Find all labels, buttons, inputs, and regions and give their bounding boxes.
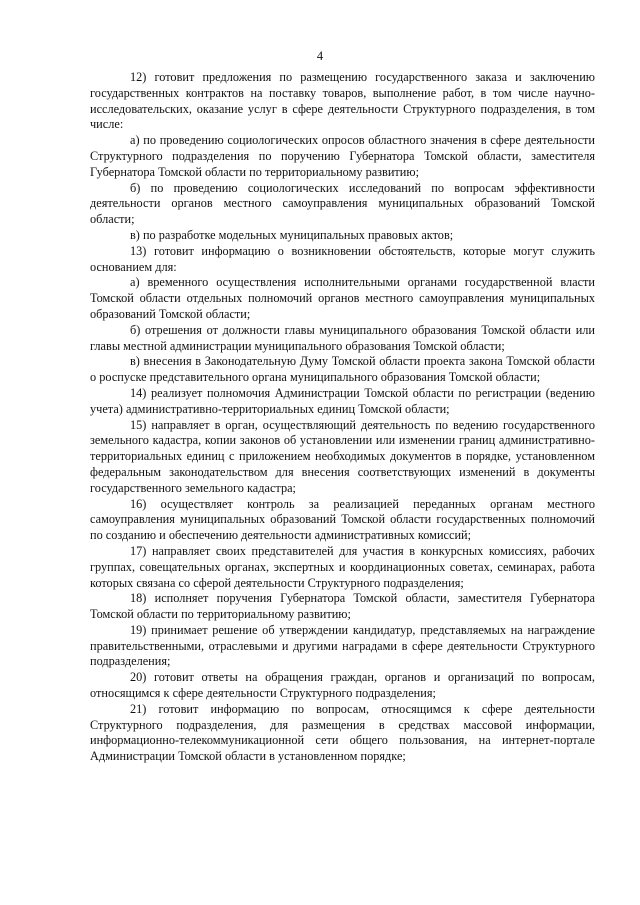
paragraph-13: 13) готовит информацию о возникновении обстоятельств, которые могут служить основанием для: bbox=[90, 243, 595, 274]
paragraph-16: 16) осуществляет контроль за реализацией переданных органам местного самоуправления муниципальных образований Томской области государственных полномочий по созданию и обеспечению деятельности административных комиссий; bbox=[90, 496, 595, 543]
paragraph-17: 17) направляет своих представителей для участия в конкурсных комиссиях, рабочих группах, совещательных органах, экспертных и координационных советах, семинарах, работа которых связана со сферой деятельности Структурного подразделения; bbox=[90, 543, 595, 590]
paragraph-20: 20) готовит ответы на обращения граждан, органов и организаций по вопросам, относящимся к сфере деятельности Структурного подразделения; bbox=[90, 670, 595, 701]
paragraph-12-a: а) по проведению социологических опросов областного значения в сфере деятельности Структурного подразделения по поручению Губернатора Томской области, заместителя Губернатора Томской области по территориальному развитию; bbox=[90, 133, 595, 179]
paragraph-21: 21) готовит информацию по вопросам, относящимся к сфере деятельности Структурного подразделения, для размещения в средствах массовой информации, информационно-телекоммуникационной сети общего пользования, на интернет-портале Администрации Томской области в установленном порядке; bbox=[90, 701, 595, 764]
paragraph-13-v: в) внесения в Законодательную Думу Томской области проекта закона Томской области о роспуске представительного органа муниципального образования Томской области; bbox=[90, 354, 595, 385]
paragraph-19: 19) принимает решение об утверждении кандидатур, представляемых на награждение правительственными, отраслевыми и другими наградами в сфере деятельности Структурного подразделения; bbox=[90, 622, 595, 669]
paragraph-12-b: б) по проведению социологических исследований по вопросам эффективности деятельности органов местного самоуправления муниципальных образований Томской области; bbox=[90, 180, 595, 227]
paragraph-12-v: в) по разработке модельных муниципальных правовых актов; bbox=[130, 227, 454, 242]
paragraph-15: 15) направляет в орган, осуществляющий деятельность по ведению государственного земельного кадастра, копии законов об установлении или изменении границ административно-территориальных единиц с приложением необходимых документов в порядке, установленном федеральным законодательством для внесения соответствующих изменений в документы государственного земельного кадастра; bbox=[90, 417, 595, 495]
paragraph-13-a: а) временного осуществления исполнительными органами государственной власти Томской области отдельных полномочий органов местного самоуправления муниципальных образований Томской области; bbox=[90, 275, 595, 321]
page-number: 4 bbox=[316, 49, 324, 63]
paragraph-12: 12) готовит предложения по размещению государственного заказа и заключению государственных контрактов на поставку товаров, выполнение работ, в том числе научно-исследовательских, оказание услуг в сфере деятельности Структурного подразделения, в том числе: bbox=[90, 70, 595, 132]
paragraph-13-b: б) отрешения от должности главы муниципального образования Томской области или главы местной администрации муниципального образования Томской области; bbox=[90, 322, 595, 353]
paragraph-14: 14) реализует полномочия Администрации Томской области по регистрации (ведению учета) административно-территориальных единиц Томской области; bbox=[90, 385, 595, 416]
document-body bbox=[90, 70, 595, 765]
paragraph-18: 18) исполняет поручения Губернатора Томской области, заместителя Губернатора Томской области по территориальному развитию; bbox=[90, 591, 595, 622]
